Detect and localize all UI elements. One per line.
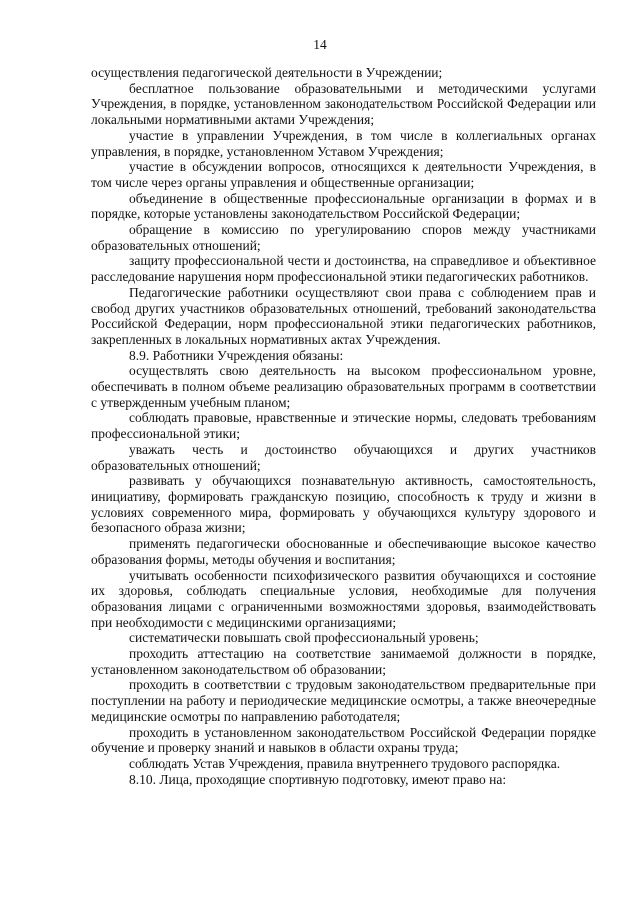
paragraph: соблюдать Устав Учреждения, правила внутреннего трудового распорядка. [129,755,561,771]
document-body [91,65,596,787]
paragraph: учитывать особенности психофизического развития обучающихся и состояние их здоровья, соблюдать специальные условия, необходимые для получения образования лицами с ограниченными возможностями здоровья, взаимодействовать при необходимости с медицинскими организациями; [91,567,596,630]
section-heading: 8.9. Работники Учреждения обязаны: [129,347,344,363]
page-number: 14 [313,37,327,52]
paragraph: проходить в установленном законодательством Российской Федерации порядке обучение и проверку знаний и навыков в области охраны труда; [91,724,596,756]
paragraph: систематически повышать свой профессиональный уровень; [129,630,479,646]
paragraph: защиту профессиональной чести и достоинства, на справедливое и объективное расследование нарушения норм профессиональной этики педагогических работников. [91,253,596,285]
paragraph: бесплатное пользование образовательными и методическими услугами Учреждения, в порядке, установленном законодательством Российской Федерации или локальными нормативными актами Учреждения; [91,80,596,128]
paragraph: объединение в общественные профессиональные организации в формах и в порядке, которые установлены законодательством Российской Федерации; [91,190,596,222]
paragraph: проходить аттестацию на соответствие занимаемой должности в порядке, установленном законодательством об образовании; [91,646,596,677]
paragraph: осуществления педагогической деятельности в Учреждении; [91,65,443,80]
paragraph: участие в управлении Учреждения, в том числе в коллегиальных органах управления, в порядке, установленном Уставом Учреждения; [91,127,596,159]
paragraph: Педагогические работники осуществляют свои права с соблюдением прав и свобод других участников образовательных отношений, требований законодательства Российской Федерации, норм профессиональной этики педагогических работников, закрепленных в локальных нормативных актах Учреждения. [91,284,596,347]
paragraph: проходить в соответствии с трудовым законодательством предварительные при поступлении на работу и периодические медицинские осмотры, а также внеочередные медицинские осмотры по направлению работодателя; [91,677,596,724]
paragraph: развивать у обучающихся познавательную активность, самостоятельность, инициативу, формировать гражданскую позицию, способность к труду и жизни в условиях современного мира, формировать у обучающихся культуру здорового и безопасного образа жизни; [91,473,596,536]
paragraph: применять педагогически обоснованные и обеспечивающие высокое качество образования формы, методы обучения и воспитания; [91,536,596,567]
paragraph: участие в обсуждении вопросов, относящихся к деятельности Учреждения, в том числе через органы управления и общественные организации; [91,159,596,190]
paragraph: соблюдать правовые, нравственные и этические нормы, следовать требованиям профессиональной этики; [91,410,596,442]
section-heading: 8.10. Лица, проходящие спортивную подготовку, имеют право на: [129,771,507,787]
paragraph: обращение в комиссию по урегулированию споров между участниками образовательных отношений; [91,222,596,253]
paragraph: уважать честь и достоинство обучающихся и других участников образовательных отношений; [91,441,596,473]
paragraph: осуществлять свою деятельность на высоком профессиональном уровне, обеспечивать в полном объеме реализацию образовательных программ в соответствии с утвержденным учебным планом; [91,363,596,410]
